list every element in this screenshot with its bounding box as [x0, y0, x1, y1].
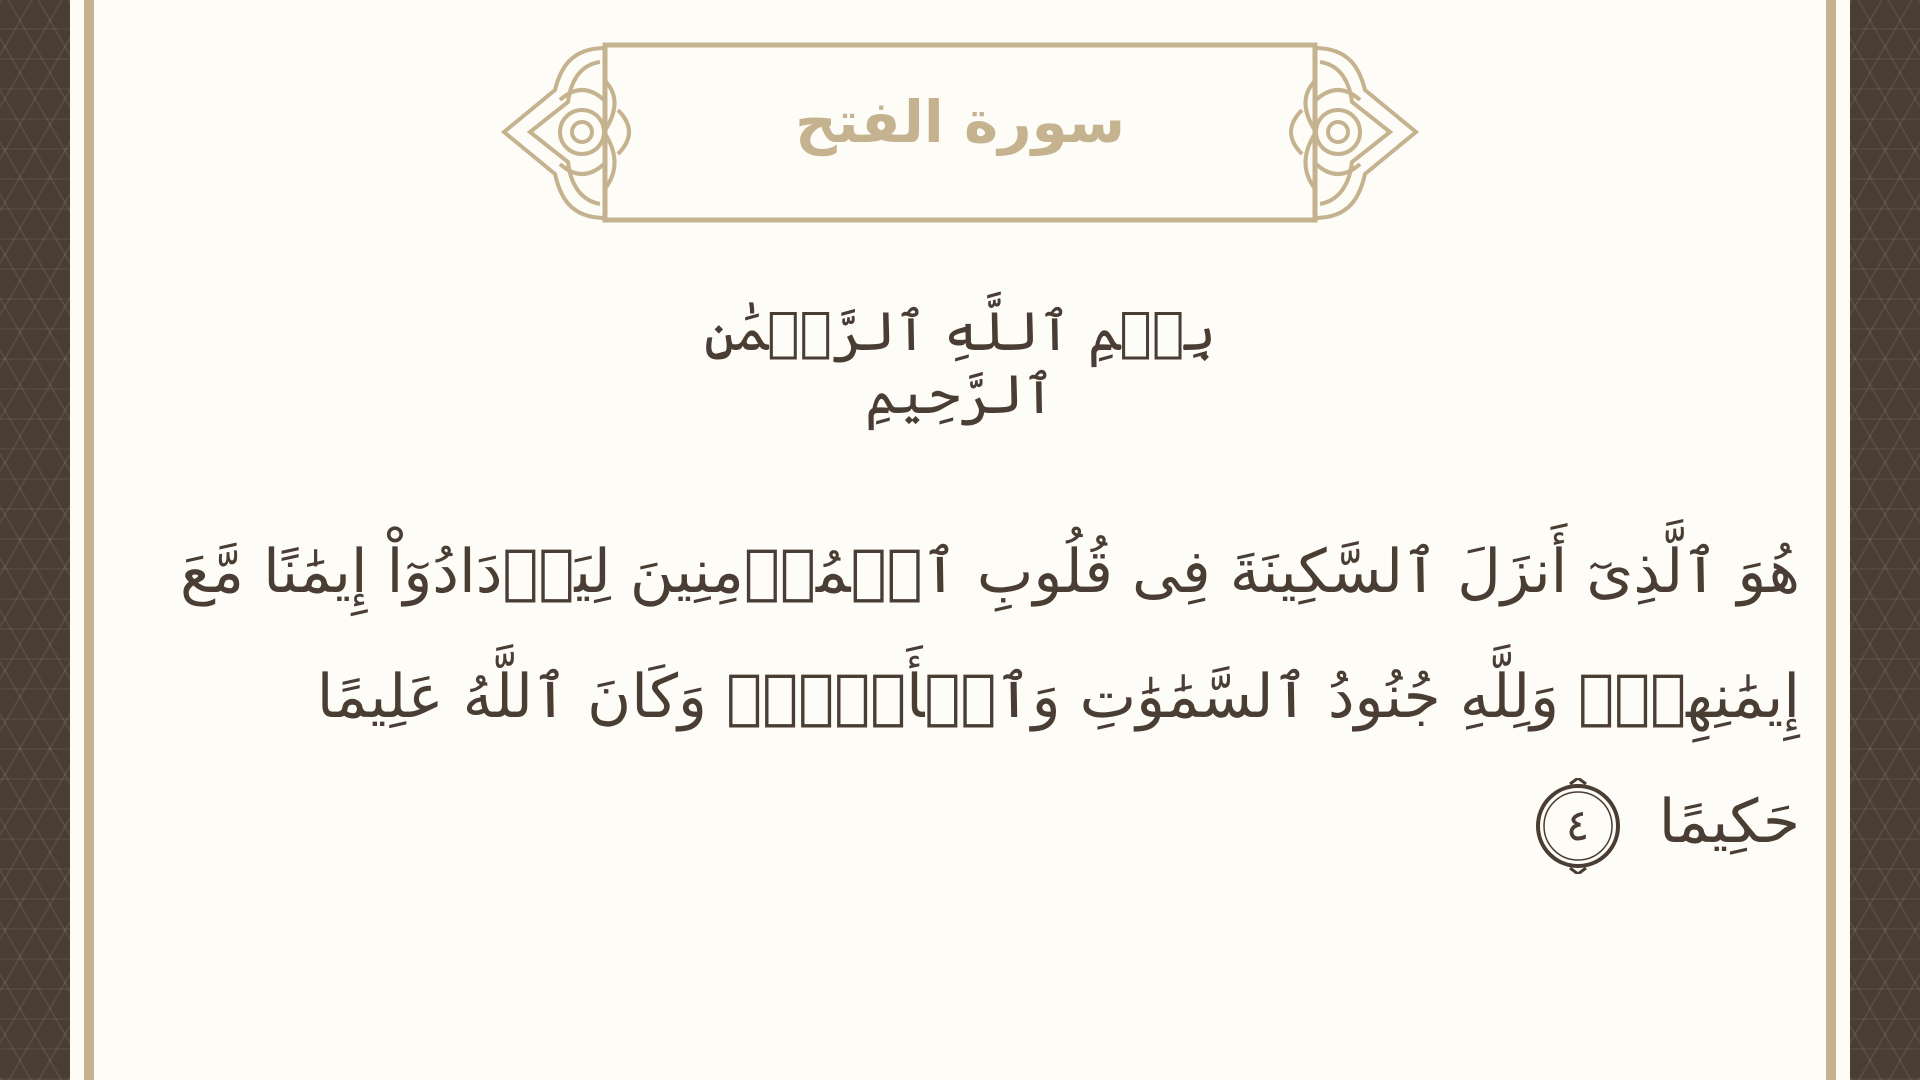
right-gold-rule	[1826, 0, 1836, 1080]
ayah-number-marker	[1530, 778, 1626, 874]
left-gold-rule	[84, 0, 94, 1080]
ayah-number: ٤	[1565, 800, 1590, 852]
verse-text: هُوَ ٱلَّذِىٓ أَنزَلَ ٱلسَّكِينَةَ فِى قُلُوبِ ٱلۡمُؤۡمِنِينَ لِيَزۡدَادُوٓاْ إِيمَٰنًا مَّعَ إِيمَٰنِهِمۡۗ وَلِلَّهِ جُنُودُ ٱلسَّمَٰوَٰتِ وَٱلۡأَرۡضِۚ وَكَانَ ٱللَّهُ عَلِيمًا حَكِيمًا	[180, 537, 1800, 857]
basmala: بِسۡمِ ٱللَّهِ ٱلرَّحۡمَٰنِ ٱلرَّحِيمِ	[704, 300, 1216, 426]
surah-title: سورة الفتح	[794, 88, 1126, 156]
right-ornamental-border	[1850, 0, 1920, 1080]
left-ornamental-border	[0, 0, 70, 1080]
verse	[170, 510, 1800, 885]
surah-title-frame	[500, 40, 1420, 230]
